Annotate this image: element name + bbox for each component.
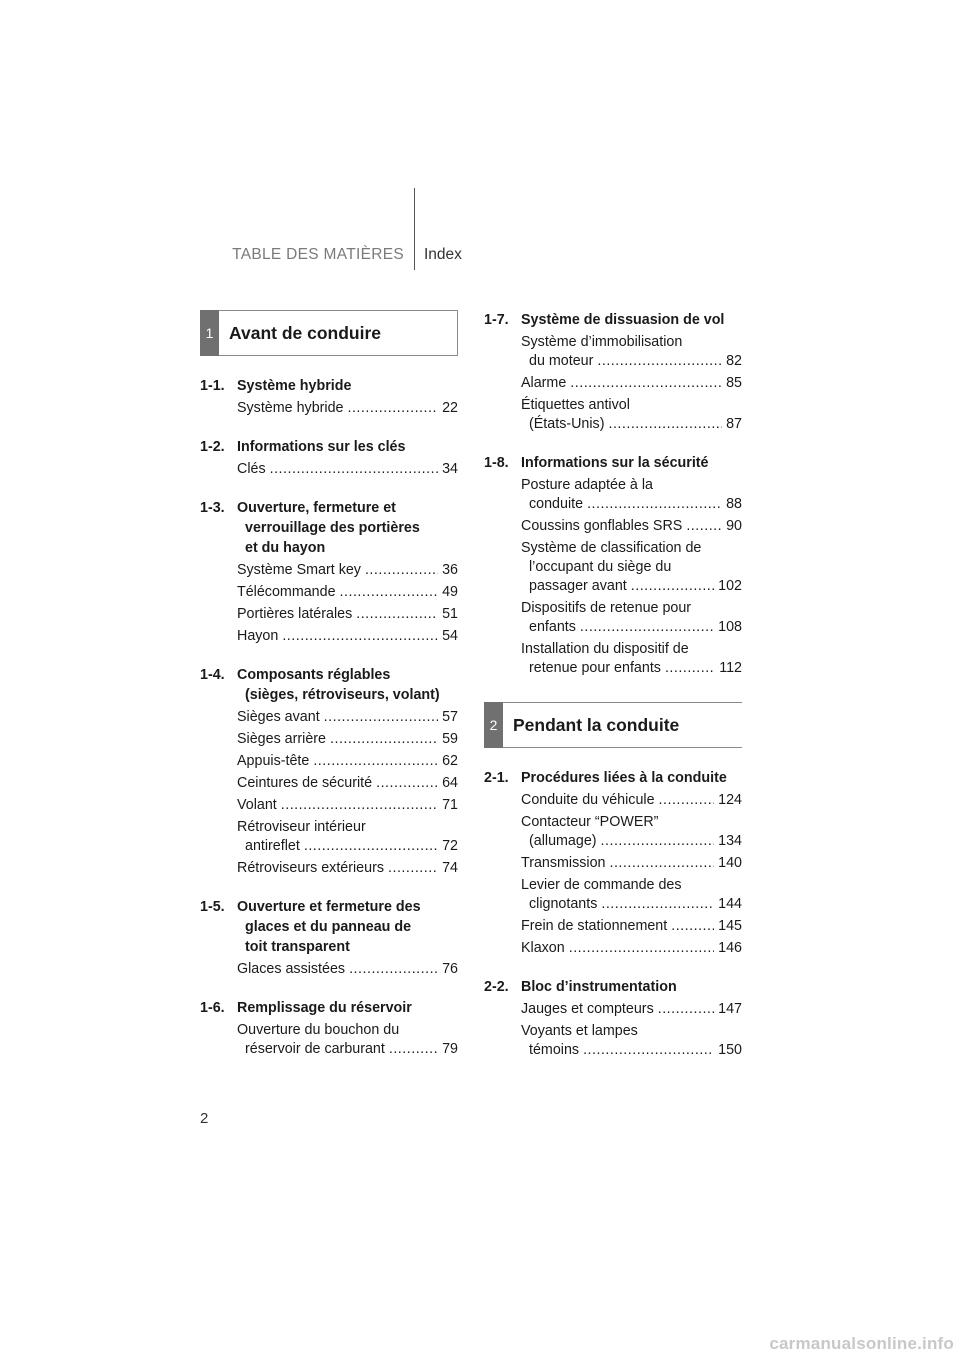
section-list [484,310,742,678]
entry-leader-row [237,708,458,727]
dot-leader [665,659,715,678]
dot-leader [365,561,438,580]
entry-leader-row [237,460,458,479]
dot-leader [304,837,438,856]
entry-leader-row [237,730,458,749]
dot-leader [569,939,714,958]
page-number: 2 [200,1110,209,1127]
section-title[interactable] [484,453,742,473]
toc-entry[interactable] [484,813,742,851]
entry-leader-row [237,627,458,646]
entry-text: Levier de commande des [521,877,682,893]
entry-page-number: 51 [442,606,458,622]
section-number: 1-6. [200,1000,225,1016]
toc-entry[interactable] [200,627,458,646]
section-title[interactable] [484,977,742,997]
dot-leader [631,577,714,596]
entry-leader-row [237,859,458,878]
entry-text: Sièges arrière [237,731,326,747]
dot-leader [587,495,722,514]
section-title[interactable] [484,310,742,330]
toc-section [200,376,458,418]
toc-entry[interactable] [200,399,458,418]
entry-leader-row [237,774,458,793]
entry-leader-row [521,618,742,637]
toc-section [200,897,458,979]
entry-page-number: 102 [718,578,742,594]
toc-entry[interactable] [200,460,458,479]
section-number: 2-2. [484,979,509,995]
section-title[interactable] [484,768,742,788]
section-title-line: Système hybride [237,378,352,394]
entry-text: (États-Unis) [529,416,605,432]
toc-entry[interactable] [484,854,742,873]
entry-page-number: 144 [718,896,742,912]
dot-leader [388,859,438,878]
toc-section [200,665,458,878]
dot-leader [609,854,714,873]
dot-leader [583,1041,714,1060]
entry-page-number: 90 [726,518,742,534]
entry-text: Ceintures de sécurité [237,775,373,791]
toc-entry[interactable] [484,640,742,678]
entry-text: conduite [529,496,584,512]
toc-entry[interactable] [200,818,458,856]
dot-leader [659,791,715,810]
entry-leader-row [521,415,742,434]
toc-entry[interactable] [200,1021,458,1059]
entry-page-number: 79 [442,1041,458,1057]
entry-leader-row [237,960,458,979]
entry-text: Contacteur “POWER” [521,814,659,830]
section-title-line: Ouverture et fermeture des [237,899,421,915]
entry-text: Posture adaptée à la [521,477,653,493]
entry-page-number: 108 [718,619,742,635]
entry-page-number: 57 [442,709,458,725]
dot-leader [601,895,714,914]
toc-entry[interactable] [200,774,458,793]
toc-entry[interactable] [200,730,458,749]
toc-entry[interactable] [484,333,742,371]
dot-leader [347,399,438,418]
dot-leader [282,627,438,646]
entry-text: témoins [529,1042,580,1058]
dot-leader [671,917,714,936]
toc-entry[interactable] [484,374,742,393]
entry-leader-row [521,577,742,596]
entry-text: Appuis-tête [237,753,310,769]
entry-text: Coussins gonflables SRS [521,518,683,534]
entry-leader-row [521,374,742,393]
toc-entry[interactable] [200,752,458,771]
entry-text: Rétroviseurs extérieurs [237,860,384,876]
dot-leader [376,774,438,793]
toc-entry[interactable] [200,583,458,602]
dot-leader [340,583,439,602]
entry-text: Frein de stationnement [521,918,668,934]
section-title-line: Informations sur la sécurité [521,455,709,471]
entry-text: Conduite du véhicule [521,792,655,808]
header-navigation [0,0,960,280]
entry-text: Jauges et compteurs [521,1001,654,1017]
entry-page-number: 71 [442,797,458,813]
entry-leader-row [521,517,742,536]
entry-page-number: 150 [718,1042,742,1058]
entry-text: réservoir de carburant [245,1041,385,1057]
entry-leader-row [237,583,458,602]
section-title[interactable] [200,376,458,396]
dot-leader [608,415,722,434]
section-list [484,768,742,1060]
entry-page-number: 22 [442,400,458,416]
entry-text: (allumage) [529,833,597,849]
dot-leader [580,618,714,637]
entry-leader-row [521,659,742,678]
chapter-header [484,702,742,748]
section-title[interactable] [200,498,458,558]
entry-page-number: 59 [442,731,458,747]
entry-page-number: 112 [719,660,742,676]
section-number: 1-2. [200,439,225,455]
section-title-line: et du hayon [245,540,326,556]
toc-entry[interactable] [200,859,458,878]
entry-page-number: 36 [442,562,458,578]
entry-page-number: 72 [442,838,458,854]
toc-entry[interactable] [484,396,742,434]
dot-leader [324,708,438,727]
section-number: 1-4. [200,667,225,683]
section-title[interactable] [200,998,458,1018]
dot-leader [389,1040,438,1059]
dot-leader [330,730,438,749]
section-title-line: Bloc d’instrumentation [521,979,677,995]
toc-section [484,768,742,958]
chapter-number-tab: 1 [200,310,219,356]
right-column [484,310,742,1079]
section-title-line: Composants réglables [237,667,391,683]
entry-page-number: 87 [726,416,742,432]
toc-section [484,453,742,678]
entry-text: retenue pour enfants [529,660,661,676]
section-title-line: Système de dissuasion de vol [521,312,725,328]
toc-entry[interactable] [484,539,742,596]
toc-entry[interactable] [484,791,742,810]
toc-entry[interactable] [484,476,742,514]
entry-text: antireflet [245,838,300,854]
entry-leader-row [237,1040,458,1059]
left-column [200,310,458,1078]
watermark: carmanualsonline.info [769,1334,954,1353]
entry-page-number: 134 [718,833,742,849]
entry-page-number: 64 [442,775,458,791]
section-number: 1-8. [484,455,509,471]
entry-page-number: 88 [726,496,742,512]
toc-link[interactable]: TABLE DES MATIÈRES [232,246,404,263]
entry-text: Volant [237,797,277,813]
entry-page-number: 85 [726,375,742,391]
entry-text: clignotants [529,896,598,912]
entry-leader-row [521,352,742,371]
entry-text: l’occupant du siège du [529,559,672,575]
entry-leader-row [521,917,742,936]
entry-leader-row [237,605,458,624]
toc-section [200,998,458,1059]
entry-text: Voyants et lampes [521,1023,638,1039]
entry-text: Hayon [237,628,279,644]
entry-text: Installation du dispositif de [521,641,689,657]
dot-leader [570,374,722,393]
entry-leader-row [521,832,742,851]
section-title-line: (sièges, rétroviseurs, volant) [245,687,440,703]
entry-page-number: 140 [718,855,742,871]
entry-page-number: 49 [442,584,458,600]
entry-text: Portières latérales [237,606,353,622]
toc-entry[interactable] [200,708,458,727]
entry-text: Système Smart key [237,562,361,578]
section-title-line: glaces et du panneau de [245,919,412,935]
entry-text: Télécommande [237,584,336,600]
toc-entry[interactable] [200,561,458,580]
entry-leader-row [237,837,458,856]
entry-leader-row [237,561,458,580]
section-number: 1-7. [484,312,509,328]
section-number: 2-1. [484,770,509,786]
toc-entry[interactable] [484,939,742,958]
section-title-line: Procédures liées à la conduite [521,770,727,786]
section-title-line: Informations sur les clés [237,439,406,455]
entry-text: Ouverture du bouchon du [237,1022,400,1038]
entry-text: du moteur [529,353,594,369]
entry-leader-row [521,1000,742,1019]
toc-section [200,498,458,646]
section-title[interactable] [200,437,458,457]
entry-text: Étiquettes antivol [521,397,630,413]
entry-text: enfants [529,619,576,635]
section-title-line: verrouillage des portières [245,520,420,536]
section-list [200,376,458,1059]
toc-entry[interactable] [200,796,458,815]
chapter-header [200,310,458,356]
entry-leader-row [521,854,742,873]
entry-text: Transmission [521,855,606,871]
entry-leader-row [237,752,458,771]
entry-text: Alarme [521,375,567,391]
dot-leader [686,517,722,536]
dot-leader [313,752,438,771]
toc-entry[interactable] [484,1000,742,1019]
entry-text: passager avant [529,578,627,594]
entry-text: Système de classification de [521,540,702,556]
dot-leader [601,832,715,851]
entry-page-number: 145 [718,918,742,934]
toc-entry[interactable] [200,960,458,979]
entry-page-number: 34 [442,461,458,477]
dot-leader [658,1000,714,1019]
section-number: 1-5. [200,899,225,915]
section-number: 1-1. [200,378,225,394]
entry-leader-row [521,495,742,514]
entry-text: Dispositifs de retenue pour [521,600,692,616]
entry-page-number: 124 [718,792,742,808]
entry-page-number: 74 [442,860,458,876]
entry-text: Klaxon [521,940,565,956]
section-title[interactable] [200,897,458,957]
toc-entry[interactable] [484,599,742,637]
entry-page-number: 76 [442,961,458,977]
entry-page-number: 62 [442,753,458,769]
chapter-title: Pendant la conduite [513,715,680,735]
toc-entry[interactable] [484,517,742,536]
dot-leader [281,796,438,815]
toc-section [484,977,742,1060]
entry-leader-row [521,1041,742,1060]
dot-leader [349,960,438,979]
dot-leader [270,460,438,479]
chapter-title: Avant de conduire [229,323,382,343]
chapter-number-tab: 2 [484,702,503,748]
section-title-line: toit transparent [245,939,350,955]
dot-leader [356,605,438,624]
entry-leader-row [237,399,458,418]
toc-section [200,437,458,479]
dot-leader [597,352,722,371]
toc-entry[interactable] [484,1022,742,1060]
section-number: 1-3. [200,500,225,516]
entry-text: Sièges avant [237,709,320,725]
entry-page-number: 147 [718,1001,742,1017]
nav-divider [414,188,415,270]
entry-leader-row [521,791,742,810]
entry-text: Système hybride [237,400,344,416]
entry-text: Clés [237,461,266,477]
toc-section [484,310,742,434]
section-title-line: Ouverture, fermeture et [237,500,396,516]
toc-entry[interactable] [484,876,742,914]
toc-entry[interactable] [200,605,458,624]
entry-page-number: 54 [442,628,458,644]
section-title[interactable] [200,665,458,705]
entry-text: Système d’immobilisation [521,334,683,350]
index-link[interactable]: Index [424,246,462,263]
entry-text: Glaces assistées [237,961,346,977]
entry-leader-row [237,796,458,815]
entry-page-number: 146 [718,940,742,956]
section-title-line: Remplissage du réservoir [237,1000,412,1016]
entry-leader-row [521,895,742,914]
toc-entry[interactable] [484,917,742,936]
entry-text: Rétroviseur intérieur [237,819,366,835]
entry-leader-row [521,939,742,958]
entry-page-number: 82 [726,353,742,369]
